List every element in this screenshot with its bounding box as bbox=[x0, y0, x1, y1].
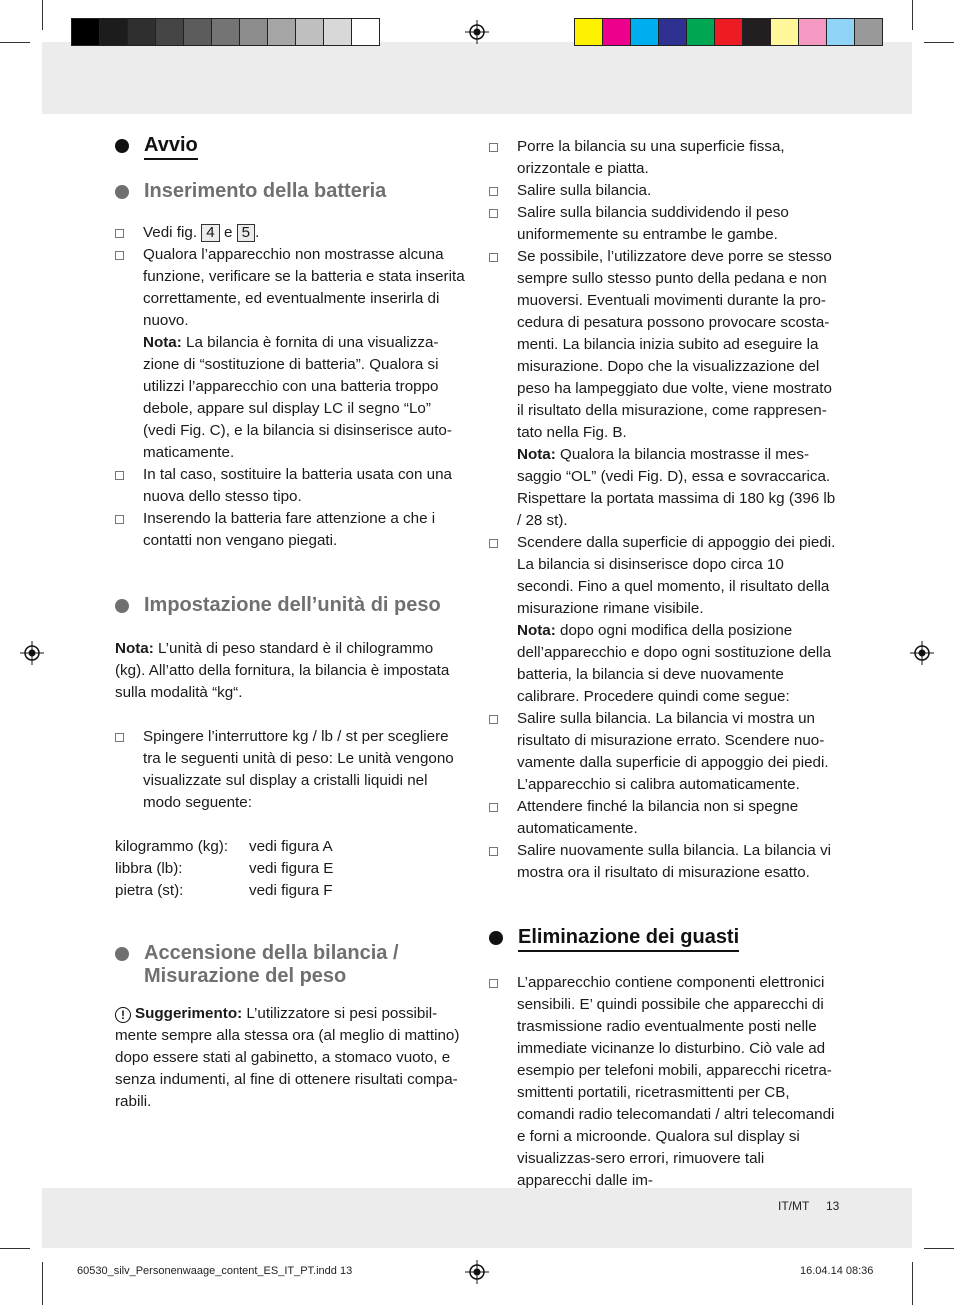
crop-mark-bl-v bbox=[42, 1262, 43, 1305]
color-swatch bbox=[155, 18, 184, 46]
color-swatch bbox=[658, 18, 687, 46]
units-table bbox=[115, 836, 467, 902]
unit-row: libbra (lb): vedi figura E bbox=[115, 860, 334, 877]
list-item: Attendere finché la bilancia non si spegne automaticamente. bbox=[489, 796, 841, 840]
crop-mark-tr-v bbox=[912, 0, 913, 30]
heading-eliminazione-guasti: Eliminazione dei guasti bbox=[489, 926, 841, 952]
crop-mark-tl-v bbox=[42, 0, 43, 30]
heading-inserimento-batteria: Inserimento della batteria bbox=[115, 180, 467, 203]
heading-avvio: Avvio bbox=[115, 134, 467, 160]
checkbox-bullet-icon bbox=[489, 979, 498, 988]
indd-filename: 60530_silv_Personenwaage_content_ES_IT_PT.indd 13 bbox=[77, 1265, 353, 1277]
color-swatch bbox=[295, 18, 324, 46]
list-item: Salire sulla bilancia. La bilancia vi mostra un risultato di misurazione errato. Scendere nuo-vamente dalla superficie di appoggio dei piedi. L’apparecchio si calibra automaticamente. bbox=[489, 708, 841, 796]
heading-accensione: Accensione della bilancia / Misurazione del peso bbox=[115, 942, 454, 988]
color-swatch bbox=[826, 18, 855, 46]
color-swatch bbox=[686, 18, 715, 46]
left-column bbox=[115, 128, 467, 1113]
registration-mark-left bbox=[20, 641, 44, 665]
crop-mark-br-v bbox=[912, 1262, 913, 1305]
list-item: Spingere l’interruttore kg / lb / st per scegliere tra le seguenti unità di peso: Le unità vengono visualizzate sul display a cristalli liquidi nel modo seguente: bbox=[115, 726, 467, 814]
unit-row: kilogrammo (kg): vedi figura A bbox=[115, 838, 333, 855]
checkbox-bullet-icon bbox=[489, 187, 498, 196]
bullet-dot-icon bbox=[115, 947, 129, 961]
list-item: Vedi fig. 4 e 5 . bbox=[115, 222, 467, 244]
nota-paragraph: Nota: L’unità di peso standard è il chilogrammo (kg). All’atto della fornitura, la bilancia è impostata sulla modalità “kg“. bbox=[115, 640, 450, 701]
print-date: 16.04.14 08:36 bbox=[800, 1265, 874, 1277]
color-swatch bbox=[798, 18, 827, 46]
bullet-dot-icon bbox=[115, 139, 129, 153]
footer-band bbox=[42, 1188, 912, 1248]
page-number: 13 bbox=[826, 1199, 840, 1213]
heading-impostazione-unita: Impostazione dell’unità di peso bbox=[115, 594, 467, 617]
checkbox-bullet-icon bbox=[489, 143, 498, 152]
figure-ref: 4 bbox=[201, 224, 219, 242]
list-item: Porre la bilancia su una superficie fissa, orizzontale e piatta. bbox=[489, 136, 841, 180]
checkbox-bullet-icon bbox=[115, 515, 124, 524]
color-swatch bbox=[714, 18, 743, 46]
color-swatch bbox=[71, 18, 100, 46]
checkbox-bullet-icon bbox=[489, 803, 498, 812]
bullet-dot-icon bbox=[489, 931, 503, 945]
color-swatch bbox=[770, 18, 799, 46]
color-swatch bbox=[211, 18, 240, 46]
bullet-dot-icon bbox=[115, 185, 129, 199]
header-band bbox=[42, 42, 912, 114]
list-item: Salire sulla bilancia. bbox=[489, 180, 841, 202]
color-swatch bbox=[574, 18, 603, 46]
suggerimento-paragraph: ! Suggerimento: L’utilizzatore si pesi possibil-mente sempre alla stessa ora (al meglio di mattino) dopo essere stati al gabinetto, a stomaco vuoto, e senza indumenti, al fine di ottenere risultati compa-rabili. bbox=[115, 1005, 460, 1110]
list-item: Scendere dalla superficie di appoggio dei piedi. La bilancia si disinserisce dopo circa 10 secondi. Fino a quel momento, il risultato della misurazione rimane visibile. Nota: dopo ogni modifica della posizione dell’apparecchio e dopo ogni sostituzione della batteria, la bilancia si deve nuovamente calibrare. Procedere quindi come segue: bbox=[489, 532, 841, 708]
crop-mark-bl-h bbox=[0, 1248, 30, 1249]
list-item: Inserendo la batteria fare attenzione a che i contatti non vengano piegati. bbox=[115, 508, 467, 552]
list-item: Qualora l’apparecchio non mostrasse alcuna funzione, verificare se la batteria e stata inserita correttamente, ed eventualmente inserirla di nuovo. Nota: La bilancia è fornita di una visualizza-zione di “sostituzione di batteria”. Qualora si utilizzi l’apparecchio con una batteria troppo debole, appare sul display LC il segno “Lo” (vedi Fig. C), e la bilancia si disinserisce auto-maticamente. bbox=[115, 244, 467, 464]
registration-mark-top bbox=[465, 20, 489, 44]
figure-ref: 5 bbox=[237, 224, 255, 242]
crop-mark-tl-h bbox=[0, 42, 30, 43]
color-swatch bbox=[239, 18, 268, 46]
color-swatch bbox=[742, 18, 771, 46]
bullet-dot-icon bbox=[115, 599, 129, 613]
unit-row: pietra (st): vedi figura F bbox=[115, 882, 333, 899]
list-item: Salire sulla bilancia suddividendo il peso uniformemente su entrambe le gambe. bbox=[489, 202, 841, 246]
color-swatch bbox=[183, 18, 212, 46]
checkbox-bullet-icon bbox=[115, 251, 124, 260]
checkbox-bullet-icon bbox=[115, 733, 124, 742]
right-column bbox=[489, 136, 841, 1192]
checkbox-bullet-icon bbox=[489, 715, 498, 724]
color-swatch bbox=[267, 18, 296, 46]
color-swatch bbox=[630, 18, 659, 46]
color-swatch bbox=[602, 18, 631, 46]
color-swatch bbox=[127, 18, 156, 46]
registration-mark-right bbox=[910, 641, 934, 665]
color-swatch bbox=[351, 18, 380, 46]
list-item: Se possibile, l’utilizzatore deve porre se stesso sempre sullo stesso punto della pedana e non muoversi. Eventuali movimenti durante la pro-cedura di pesatura possono provocare scosta-menti. La bilancia inizia subito ad eseguire la misurazione. Dopo che la visualizzazione del peso ha lampeggiato due volte, viene mostrato il risultato della misurazione, come rappresen-tato nella Fig. B. Nota: Qualora la bilancia mostrasse il mes-saggio “OL” (vedi Fig. D), essa e sovraccarica. Rispettare la portata massima di 180 kg (396 lb / 28 st). bbox=[489, 246, 841, 532]
checkbox-bullet-icon bbox=[115, 229, 124, 238]
registration-mark-bottom bbox=[465, 1260, 489, 1284]
crop-mark-tr-h bbox=[924, 42, 954, 43]
color-swatch bbox=[323, 18, 352, 46]
page-language: IT/MT bbox=[778, 1199, 810, 1213]
color-swatch bbox=[854, 18, 883, 46]
checkbox-bullet-icon bbox=[489, 209, 498, 218]
list-item: Salire nuovamente sulla bilancia. La bilancia vi mostra ora il risultato di misurazione esatto. bbox=[489, 840, 841, 884]
checkbox-bullet-icon bbox=[115, 471, 124, 480]
crop-mark-br-h bbox=[924, 1248, 954, 1249]
checkbox-bullet-icon bbox=[489, 847, 498, 856]
checkbox-bullet-icon bbox=[489, 539, 498, 548]
list-item: In tal caso, sostituire la batteria usata con una nuova dello stesso tipo. bbox=[115, 464, 467, 508]
list-item: L’apparecchio contiene componenti elettronici sensibili. E’ quindi possibile che apparecchi di trasmissione radio eventualmente posti nelle immediate vicinanze lo disturbino. Ciò vale ad esempio per telefoni mobili, apparecchi ricetra-smittenti portatili, ricetrasmittenti per CB, comandi radio telecomandati / altri telecomandi e forni a microonde. Qualora sul display si visualizzas-sero errori, rimuovere tali apparecchi dalle im- bbox=[489, 972, 841, 1192]
warning-icon: ! bbox=[115, 1007, 131, 1023]
color-swatch bbox=[99, 18, 128, 46]
checkbox-bullet-icon bbox=[489, 253, 498, 262]
